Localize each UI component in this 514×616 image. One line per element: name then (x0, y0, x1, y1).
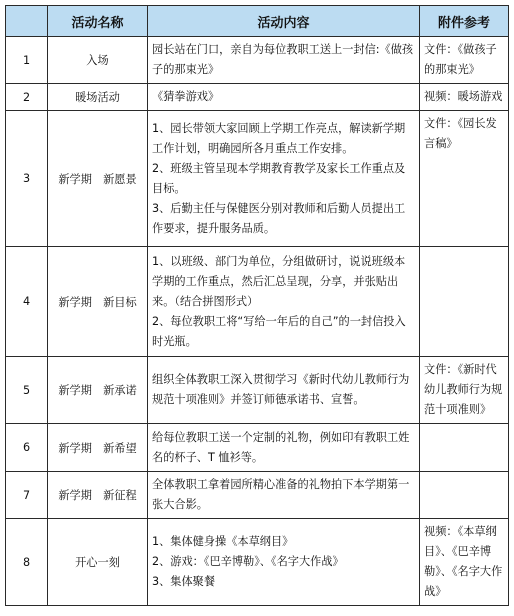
header-activity-name: 活动名称 (48, 6, 148, 37)
table-row (6, 37, 509, 84)
activity-content (148, 424, 420, 472)
activity-name: 新学期 新征程 (48, 472, 148, 519)
header-number (6, 6, 48, 37)
content-line: 1、园长带领大家回顾上学期工作亮点，解读新学期工作计划，明确园所各月重点工作安排。 (152, 121, 406, 155)
content-line: 给每位教职工送一个定制的礼物，例如印有教职工姓名的杯子、T 恤衫等。 (152, 430, 410, 464)
attachment: 视频：《本草纲目》、《巴辛博勒》、《名字大作战》 (420, 519, 509, 606)
content-line: 3、集体聚餐 (152, 575, 216, 588)
attachment: 文件：《新时代幼儿教师行为规范十项准则》 (420, 357, 509, 424)
content-line: 1、集体健身操《本草纲目》 (152, 535, 294, 548)
attachment: 文件：《园长发言稿》 (420, 111, 509, 247)
content-line: 1、以班级、部门为单位，分组做研讨，说说班级本学期的工作重点，然后汇总呈现，分享，并张贴出来。（结合拼图形式） (152, 254, 406, 308)
attachment (420, 424, 509, 472)
activity-content (148, 519, 420, 606)
header-attachment: 附件参考 (420, 6, 509, 37)
activity-name: 开心一刻 (48, 519, 148, 606)
table-row (6, 424, 509, 472)
row-number: 4 (6, 247, 48, 357)
activity-name: 新学期 新希望 (48, 424, 148, 472)
content-line: 组织全体教职工深入贯彻学习《新时代幼儿教师行为规范十项准则》并签订师德承诺书、宣誓。 (152, 373, 410, 406)
activity-name: 新学期 新愿景 (48, 111, 148, 247)
attachment (420, 247, 509, 357)
activity-name: 入场 (48, 37, 148, 84)
content-line: 全体教职工拿着园所精心准备的礼物拍下本学期第一张大合影。 (152, 478, 410, 511)
content-line: 2、每位教职工将“写给一年后的自己”的一封信投入时光瓶。 (152, 314, 406, 348)
activity-name: 新学期 新承诺 (48, 357, 148, 424)
row-number: 5 (6, 357, 48, 424)
content-line: 2、班级主管呈现本学期教育教学及家长工作重点及目标。 (152, 161, 406, 195)
table-row (6, 472, 509, 519)
activity-content (148, 37, 420, 84)
row-number: 7 (6, 472, 48, 519)
row-number: 3 (6, 111, 48, 247)
activity-content (148, 247, 420, 357)
header-activity-content: 活动内容 (148, 6, 420, 37)
attachment: 视频：暖场游戏 (420, 84, 509, 111)
content-line: 2、游戏：《巴辛博勒》、《名字大作战》 (152, 555, 344, 568)
activity-name: 新学期 新目标 (48, 247, 148, 357)
activity-content (148, 111, 420, 247)
content-line: 园长站在门口，亲自为每位教职工送上一封信:《做孩子的那束光》 (152, 43, 414, 76)
row-number: 2 (6, 84, 48, 111)
row-number: 8 (6, 519, 48, 606)
attachment: 文件：《做孩子的那束光》 (420, 37, 509, 84)
activity-table (5, 5, 509, 606)
table-row (6, 357, 509, 424)
table-row (6, 519, 509, 606)
activity-content (148, 357, 420, 424)
table-header-row (6, 6, 509, 37)
row-number: 1 (6, 37, 48, 84)
attachment (420, 472, 509, 519)
activity-content (148, 472, 420, 519)
content-line: 3、后勤主任与保健医分别对教师和后勤人员提出工作要求，提升服务品质。 (152, 201, 406, 235)
activity-name: 暖场活动 (48, 84, 148, 111)
row-number: 6 (6, 424, 48, 472)
content-line: 《猜拳游戏》 (152, 90, 220, 103)
table-row (6, 84, 509, 111)
table-row (6, 247, 509, 357)
table-row (6, 111, 509, 247)
activity-content (148, 84, 420, 111)
